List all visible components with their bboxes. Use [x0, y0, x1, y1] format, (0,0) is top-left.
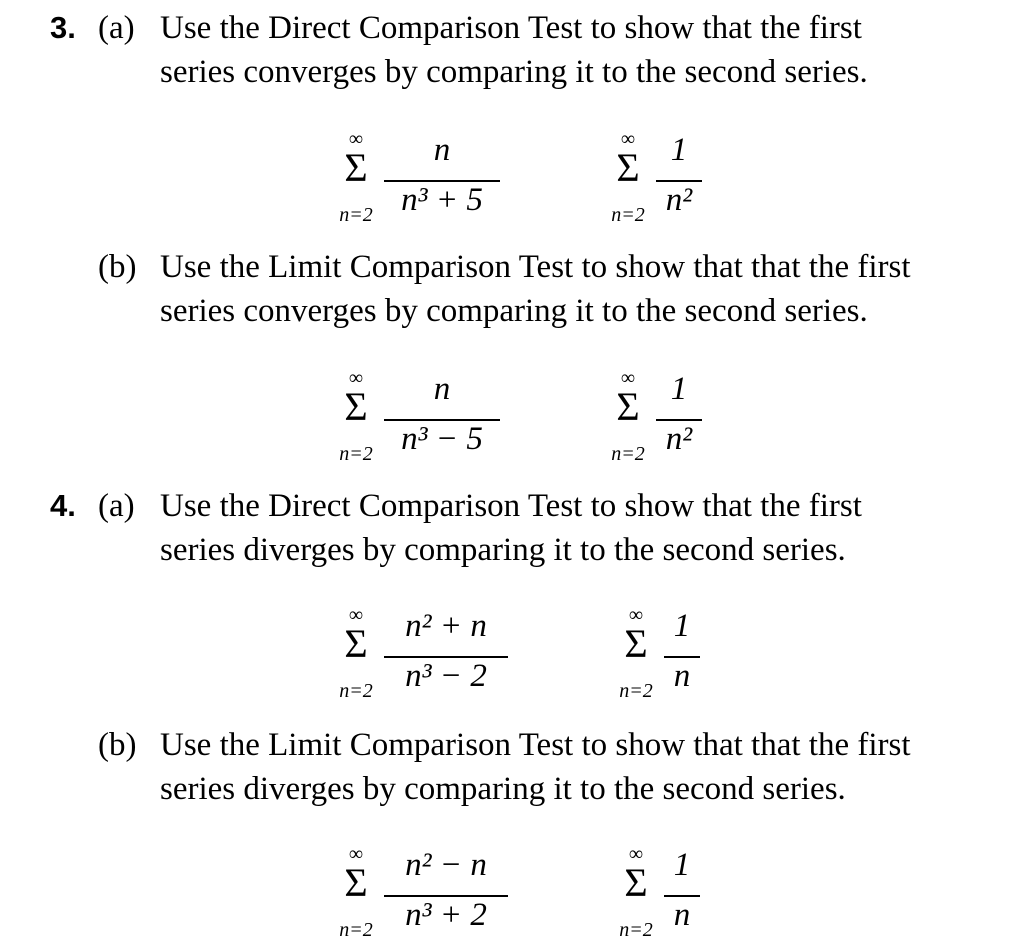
- sum-lower-limit: n=2: [619, 919, 653, 941]
- denominator: n: [673, 897, 691, 933]
- sum-upper-limit: ∞: [348, 604, 364, 626]
- numerator: n² + n: [405, 608, 487, 644]
- denominator: n²: [665, 182, 693, 218]
- sigma-symbol: Σ: [344, 384, 368, 429]
- part-text: Use the Limit Comparison Test to show that that the first series diverges by comparing it to the second series.: [160, 727, 911, 807]
- sum-upper-limit: ∞: [348, 367, 364, 389]
- problem-number: 3.: [50, 10, 76, 45]
- sum-upper-limit: ∞: [628, 604, 644, 626]
- sum-lower-limit: n=2: [611, 443, 645, 465]
- numerator: n² − n: [405, 847, 487, 883]
- summation: [608, 839, 664, 949]
- part-label: (a): [98, 10, 135, 46]
- part-text: Use the Direct Comparison Test to show that the first series diverges by comparing it to the second series.: [160, 488, 862, 568]
- part-text: Use the Direct Comparison Test to show that the first series converges by comparing it to the second series.: [160, 10, 868, 90]
- numerator: n: [433, 132, 451, 168]
- sum-lower-limit: n=2: [339, 204, 373, 226]
- summation: [328, 600, 384, 710]
- sigma-symbol: Σ: [344, 145, 368, 190]
- part-label: (b): [98, 727, 137, 763]
- summation: [328, 839, 384, 949]
- numerator: n: [433, 371, 451, 407]
- series-row: [0, 839, 1024, 949]
- sigma-symbol: Σ: [624, 621, 648, 666]
- numerator: 1: [673, 847, 691, 883]
- sum-upper-limit: ∞: [348, 128, 364, 150]
- series-row: [0, 124, 1024, 234]
- sum-upper-limit: ∞: [628, 843, 644, 865]
- fraction: [656, 124, 702, 234]
- denominator: n³ − 5: [401, 421, 483, 457]
- sum-upper-limit: ∞: [620, 367, 636, 389]
- numerator: 1: [673, 608, 691, 644]
- denominator: n³ − 2: [405, 658, 487, 694]
- sigma-symbol: Σ: [344, 860, 368, 905]
- part-label: (b): [98, 249, 137, 285]
- summation: [608, 600, 664, 710]
- denominator: n³ + 2: [405, 897, 487, 933]
- numerator: 1: [670, 132, 688, 168]
- summation: [328, 363, 384, 473]
- series-row: [0, 363, 1024, 473]
- sum-upper-limit: ∞: [348, 843, 364, 865]
- fraction: [656, 363, 702, 473]
- fraction: [384, 600, 508, 710]
- sum-lower-limit: n=2: [611, 204, 645, 226]
- part-label: (a): [98, 488, 135, 524]
- sum-lower-limit: n=2: [339, 680, 373, 702]
- denominator: n²: [665, 421, 693, 457]
- sigma-symbol: Σ: [344, 621, 368, 666]
- series-row: [0, 600, 1024, 710]
- fraction: [384, 363, 500, 473]
- sum-lower-limit: n=2: [339, 919, 373, 941]
- sum-lower-limit: n=2: [619, 680, 653, 702]
- denominator: n: [673, 658, 691, 694]
- part-text: Use the Limit Comparison Test to show that that the first series converges by comparing it to the second series.: [160, 249, 911, 329]
- sigma-symbol: Σ: [624, 860, 648, 905]
- fraction: [384, 124, 500, 234]
- sigma-symbol: Σ: [616, 384, 640, 429]
- denominator: n³ + 5: [401, 182, 483, 218]
- fraction: [384, 839, 508, 949]
- summation: [600, 363, 656, 473]
- summation: [328, 124, 384, 234]
- problem-number: 4.: [50, 488, 76, 523]
- summation: [600, 124, 656, 234]
- fraction: [664, 600, 700, 710]
- sum-lower-limit: n=2: [339, 443, 373, 465]
- numerator: 1: [670, 371, 688, 407]
- sum-upper-limit: ∞: [620, 128, 636, 150]
- sigma-symbol: Σ: [616, 145, 640, 190]
- fraction: [664, 839, 700, 949]
